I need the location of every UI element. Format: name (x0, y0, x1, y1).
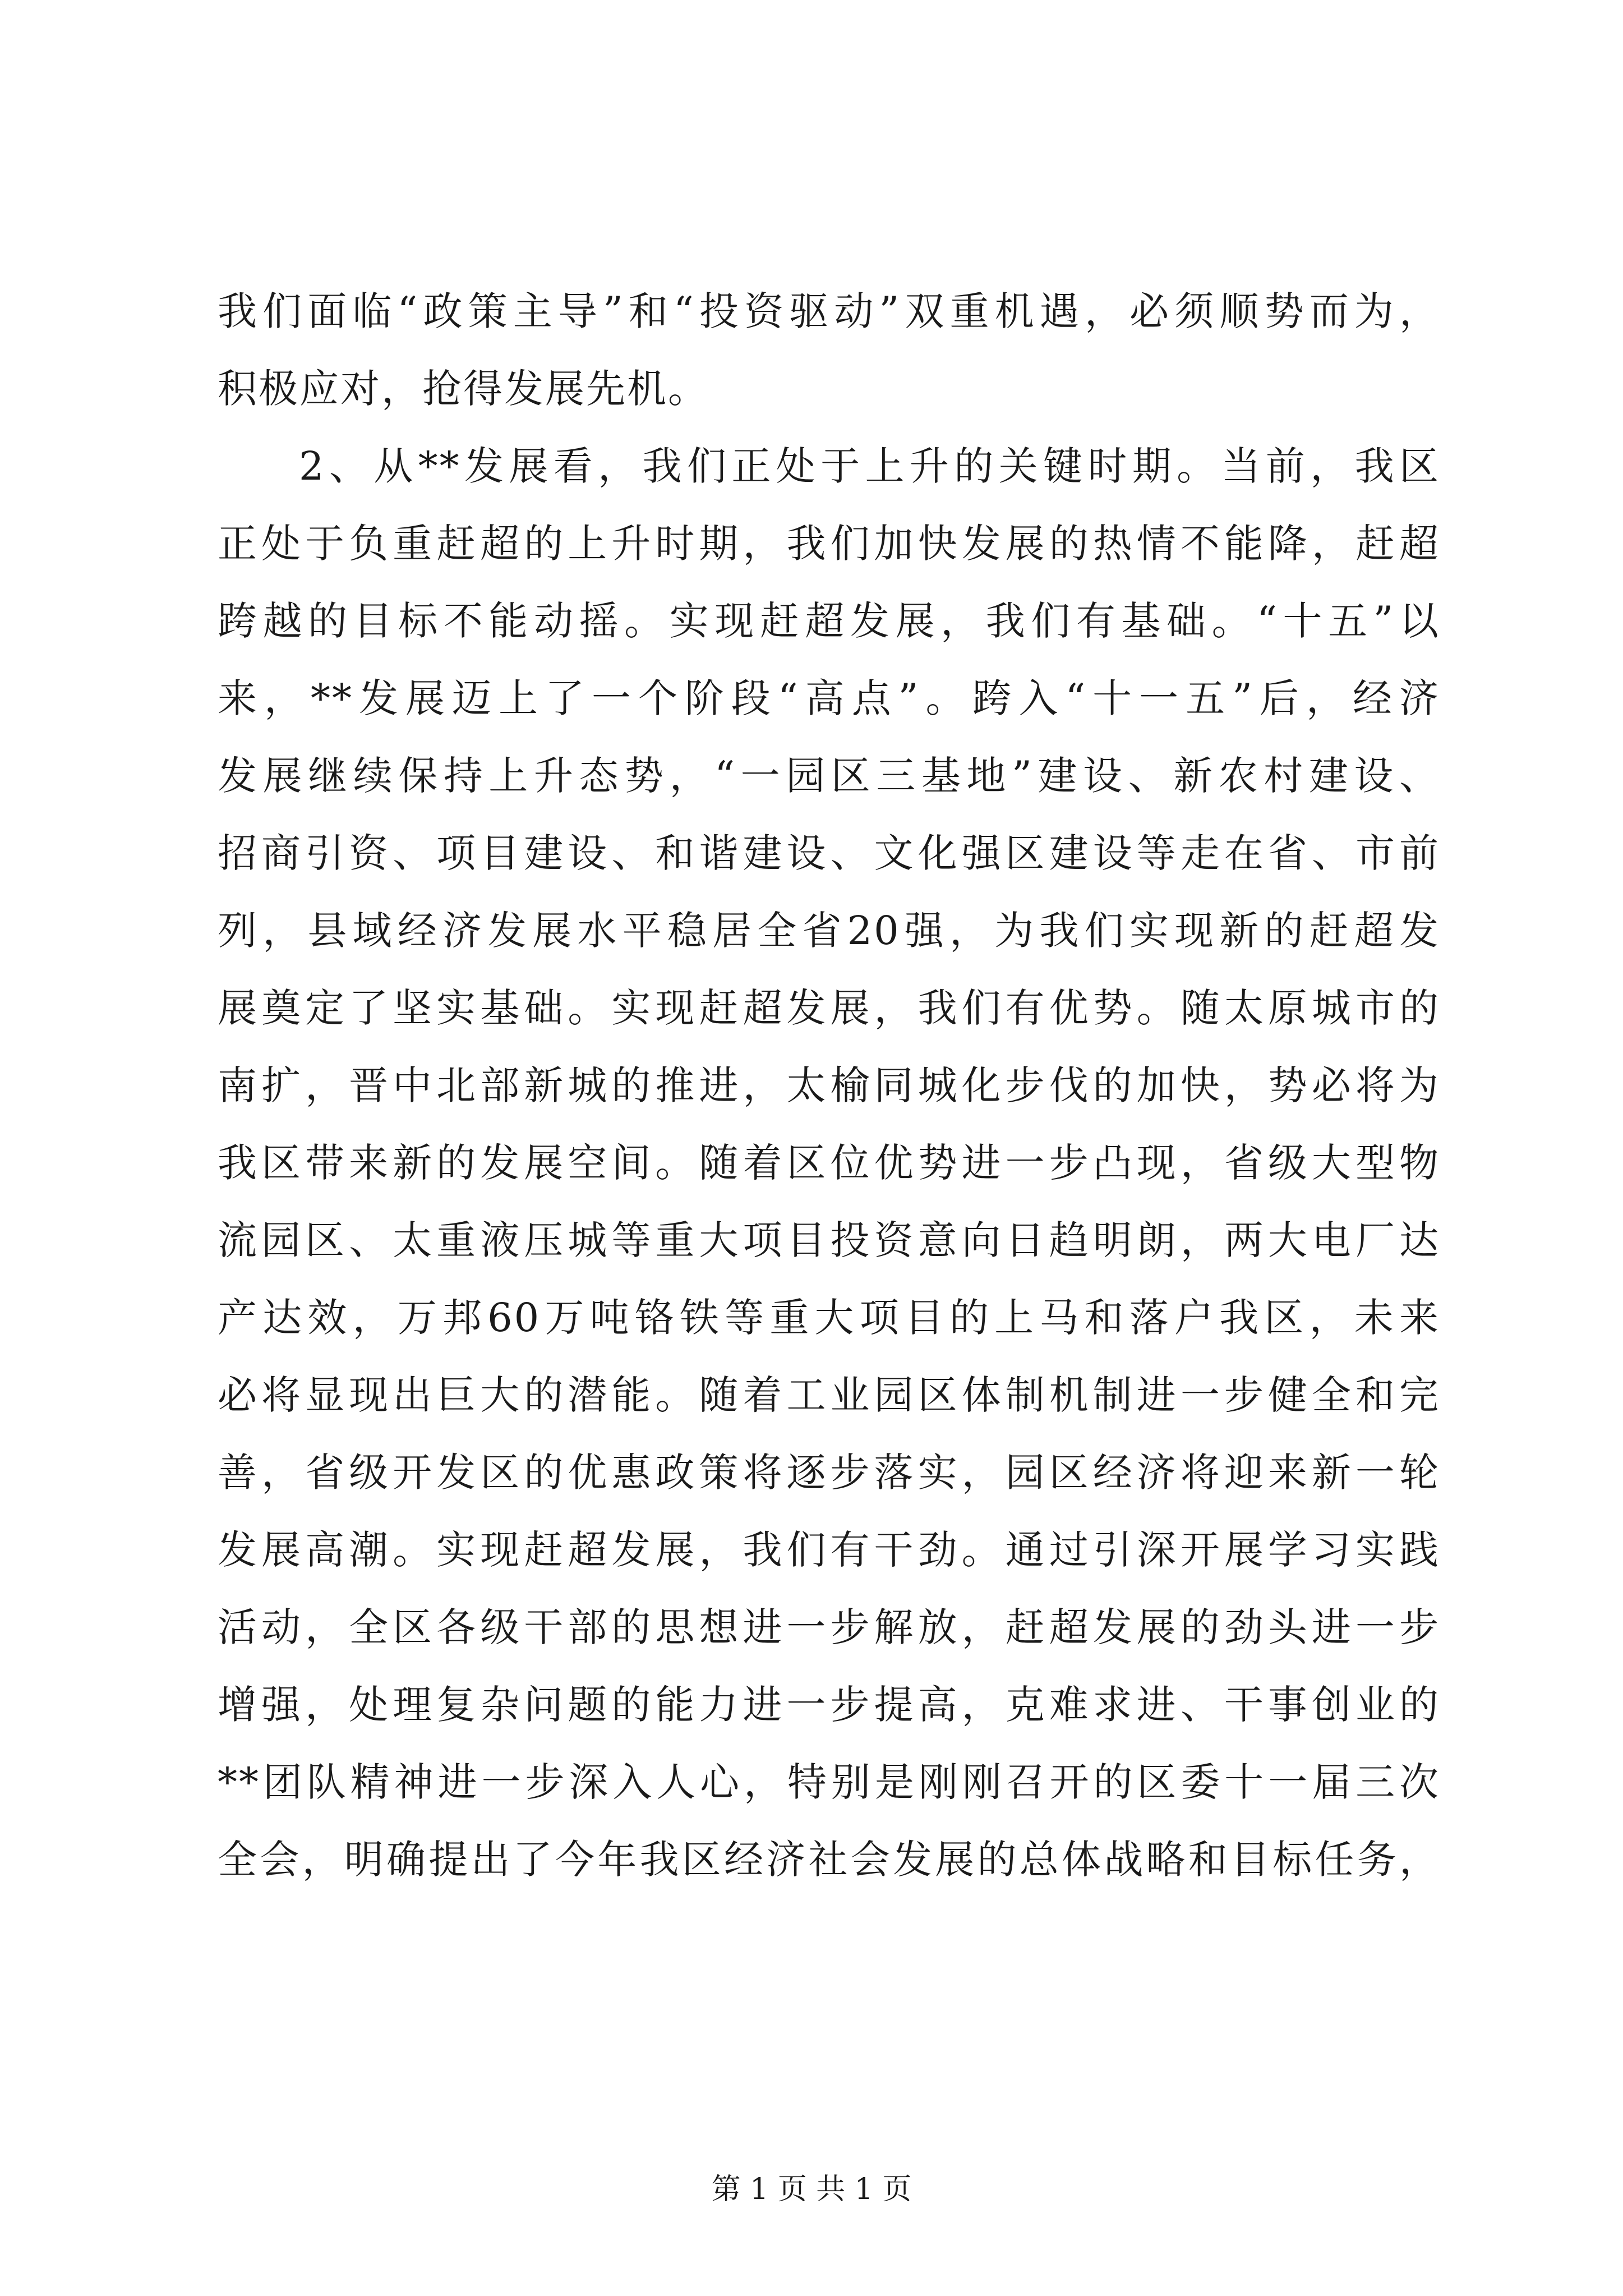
text-line: 我们面临“政策主导”和“投资驱动”双重机遇，必须顺势而为， (218, 288, 1440, 334)
text-line: 发展继续保持上升态势，“一园区三基地”建设、新农村建设、 (218, 753, 1440, 799)
text-line: 跨越的目标不能动摇。实现赶超发展，我们有基础。“十五”以 (218, 598, 1440, 644)
paragraph-start-line: 2、从**发展看，我们正处于上升的关键时期。当前，我区 (299, 443, 1440, 489)
text-line: 活动，全区各级干部的思想进一步解放，赶超发展的劲头进一步 (218, 1604, 1440, 1650)
text-line: 善，省级开发区的优惠政策将逐步落实，园区经济将迎来新一轮 (218, 1450, 1440, 1496)
text-line: 列，县域经济发展水平稳居全省20强，为我们实现新的赶超发 (218, 908, 1440, 954)
text-line: 产达效，万邦60万吨铬铁等重大项目的上马和落户我区，未来 (218, 1295, 1440, 1341)
text-line: 发展高潮。实现赶超发展，我们有干劲。通过引深开展学习实践 (218, 1527, 1440, 1573)
text-line: 来，**发展迈上了一个阶段“高点”。跨入“十一五”后，经济 (218, 675, 1440, 721)
text-line: 全会，明确提出了今年我区经济社会发展的总体战略和目标任务， (218, 1837, 1440, 1883)
text-line: **团队精神进一步深入人心，特别是刚刚召开的区委十一届三次 (218, 1759, 1440, 1805)
text-line: 增强，处理复杂问题的能力进一步提高，克难求进、干事创业的 (218, 1682, 1440, 1728)
body-text (218, 273, 1440, 1898)
text-line: 展奠定了坚实基础。实现赶超发展，我们有优势。随太原城市的 (218, 985, 1440, 1031)
text-line: 南扩，晋中北部新城的推进，太榆同城化步伐的加快，势必将为 (218, 1062, 1440, 1108)
page-number-footer: 第 1 页 共 1 页 (711, 2173, 912, 2206)
text-line: 必将显现出巨大的潜能。随着工业园区体制机制进一步健全和完 (218, 1372, 1440, 1418)
text-line: 积极应对，抢得发展先机。 (218, 366, 709, 412)
text-line: 正处于负重赶超的上升时期，我们加快发展的热情不能降，赶超 (218, 521, 1440, 567)
text-line: 我区带来新的发展空间。随着区位优势进一步凸现，省级大型物 (218, 1140, 1440, 1186)
text-line: 流园区、太重液压城等重大项目投资意向日趋明朗，两大电厂达 (218, 1217, 1440, 1263)
text-line: 招商引资、项目建设、和谐建设、文化强区建设等走在省、市前 (218, 830, 1440, 876)
